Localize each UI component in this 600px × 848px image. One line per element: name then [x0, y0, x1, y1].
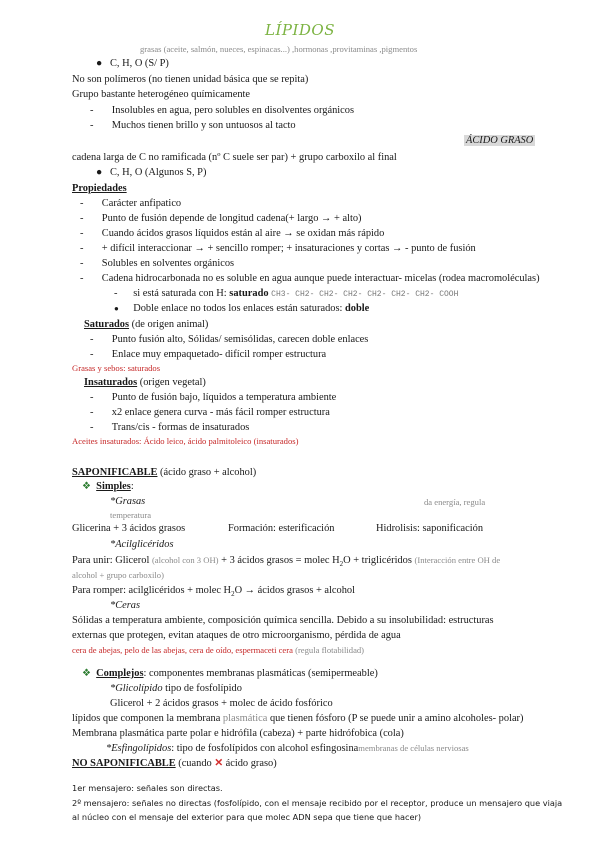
acido-graso-composition: ● C, H, O (Algunos S, P)	[96, 167, 207, 178]
propiedades-heading: Propiedades	[72, 183, 127, 194]
ceras-text-2: externas que protegen, evitan ataques de otro microorganismo, pérdida de agua	[72, 630, 401, 641]
prop-item: - Cuando ácidos grasos líquidos están al aire → se oxidan más rápido	[80, 228, 385, 239]
prop-item: - Carácter anfipatico	[80, 198, 182, 209]
insaturados-item: - Trans/cis - formas de insaturados	[90, 422, 250, 433]
glicerina-line: Glicerina + 3 ácidos grasos	[72, 523, 186, 534]
complejos-heading: ❖ Complejos: componentes membranas plasmáticas (semipermeable)	[82, 668, 378, 679]
saturados-item: - Enlace muy empaquetado- difícil romper estructura	[90, 349, 327, 360]
intro-line-2: Grupo bastante heterogéneo químicamente	[72, 89, 251, 100]
grasas-side-note-2: temperatura	[110, 510, 152, 520]
ceras-examples: cera de abejas, pelo de las abejas, cera de oído, espermaceti cera (regula flotabilidad)	[72, 645, 365, 655]
formacion-line: Formación: esterificación	[228, 523, 335, 534]
para-unir-line: Para unir: Glicerol (alcohol con 3 OH) + 3 ácidos grasos = molec $H_2O$ + triglicéridos (Interacción entre OH de	[72, 555, 501, 569]
saturados-item: - Punto fusión alto, Sólidas/ semisólidas, carecen doble enlaces	[90, 334, 369, 345]
simples-heading: ❖ Simples:	[82, 481, 134, 492]
insaturados-examples: Aceites insaturados: Ácido leico, ácido palmitoleico (insaturados)	[72, 436, 299, 446]
esfingolipidos-line: *Esfingolípidos: tipo de fosfolípidos con alcohol esfingosinamembranas de células nerviosas	[106, 743, 469, 754]
saponificable-heading: SAPONIFICABLE (ácido graso + alcohol)	[72, 467, 257, 478]
saturados-examples: Grasas y sebos: saturados	[72, 363, 161, 373]
mensajero-3: al núcleo con el mensaje del exterior para que molec ADN sepa que tiene que hacer)	[72, 812, 422, 822]
prop-item: - Cadena hidrocarbonada no es soluble en agua aunque puede interactuar- micelas (rodea macromoléculas)	[80, 273, 540, 284]
subtitle: grasas (aceite, salmón, nueces, espinacas...) ,hormonas ,provitaminas ,pigmentos	[140, 44, 418, 54]
composition-line	[96, 57, 169, 70]
page-title: LÍPIDOS	[264, 21, 335, 39]
mensajero-2: 2º mensajero: señales no directas (fosfolípido, con el mensaje recibido por el receptor, produce un mensajero que viaja	[72, 798, 563, 808]
para-unir-note: alcohol + grupo carboxilo)	[72, 570, 164, 580]
insaturados-item: - x2 enlace genera curva - más fácil romper estructura	[90, 407, 330, 418]
saturados-heading: Saturados (de origen animal)	[84, 319, 209, 330]
glicolipido-line: *Glicolípido tipo de fosfolípido	[110, 683, 242, 694]
acido-graso-heading: ÁCIDO GRASO	[466, 135, 534, 146]
composition-text: C, H, O (S/ P)	[110, 58, 169, 69]
double-bond-line: ● Doble enlace no todos los enlaces están saturados: doble	[114, 303, 370, 314]
acido-graso-def: cadena larga de C no ramificada (nº C suele ser par) + grupo carboxilo al final	[72, 152, 397, 163]
insaturados-item: - Punto de fusión bajo, líquidos a temperatura ambiente	[90, 392, 337, 403]
acilgliceridos-label: *Acilglicéridos	[110, 539, 174, 550]
ceras-text-1: Sólidas a temperatura ambiente, composición química sencilla. Debido a su insolubilidad: estructuras	[72, 615, 494, 626]
glicerol-line: Glicerol + 2 ácidos grasos + molec de ácido fosfórico	[110, 698, 333, 709]
hidrolisis-line: Hidrolisis: saponificación	[376, 523, 484, 534]
membrana-line: Membrana plasmática parte polar e hidrófila (cabeza) + parte hidrófobica (cola)	[72, 728, 404, 739]
prop-item: - Solubles en solventes orgánicos	[80, 258, 235, 269]
grasas-label: *Grasas	[110, 496, 146, 507]
cross-icon: ✕	[214, 758, 224, 769]
prop-item: - Punto de fusión depende de longitud cadena(+ largo → + alto)	[80, 213, 362, 224]
grasas-side-note: da energía, regula	[424, 497, 486, 507]
para-romper-line: Para romper: acilglicéridos + molec $H_2O$ → ácidos grasos + alcohol	[72, 585, 355, 599]
bullet-icon: ●	[96, 58, 103, 69]
no-saponificable-heading: NO SAPONIFICABLE (cuando ✕ ácido graso)	[72, 758, 277, 769]
bullet-icon: ●	[96, 167, 103, 178]
lipidos-membrana-line: lípidos que componen la membrana plasmática que tienen fósforo (P se puede unir a amino alcoholes- polar)	[72, 713, 524, 724]
ceras-label: *Ceras	[110, 600, 141, 611]
diamond-bullet-icon: ❖	[82, 481, 91, 492]
intro-dash-2: - Muchos tienen brillo y son untuosos al tacto	[90, 120, 296, 131]
intro-dash-1: - Insolubles en agua, pero solubles en disolventes orgánicos	[90, 105, 355, 116]
saturated-line: - si está saturada con H: saturado CH3- CH2- CH2- CH2- CH2- CH2- CH2- COOH	[114, 288, 459, 299]
mensajero-1: 1er mensajero: señales son directas.	[72, 783, 223, 793]
intro-line-1: No son polímeros (no tienen unidad básica que se repita)	[72, 74, 309, 85]
diamond-bullet-icon: ❖	[82, 668, 91, 679]
prop-item: - + difícil interaccionar → + sencillo romper; + insaturaciones y cortas → - punto de fusión	[80, 243, 476, 254]
insaturados-heading: Insaturados (origen vegetal)	[84, 377, 206, 388]
